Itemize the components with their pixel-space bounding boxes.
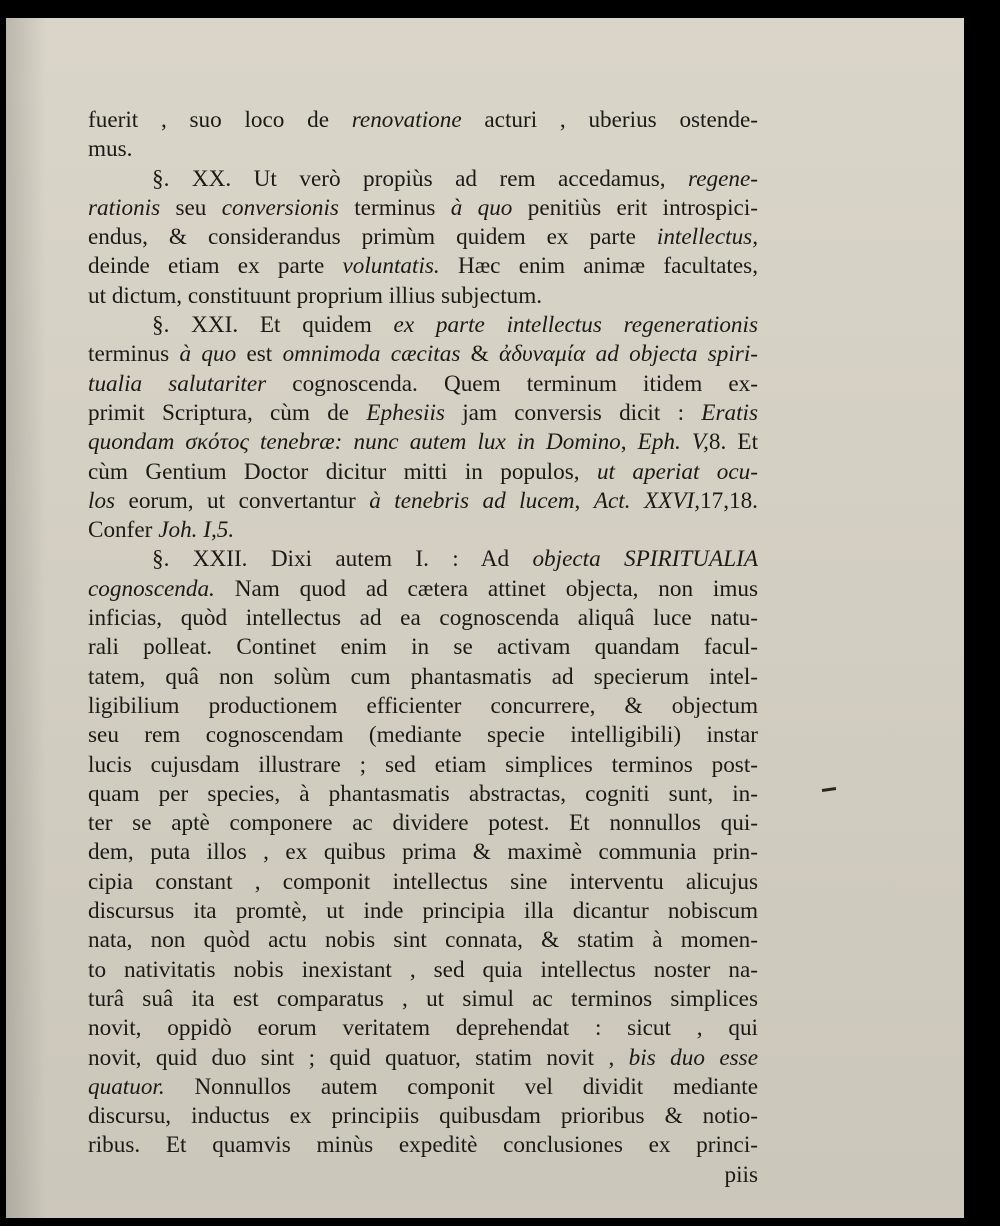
- text-segment: terminus: [338, 194, 451, 221]
- text-line: [88, 194, 758, 223]
- text-segment: cognoscenda. Quem terminum itidem ex-: [266, 370, 758, 397]
- italic-segment: renovatione: [351, 107, 462, 133]
- text-line: [88, 956, 758, 985]
- italic-segment: voluntatis.: [342, 253, 440, 280]
- text-segment: lucis cujusdam illustrare ; sed etiam simplices terminos post-: [88, 751, 758, 778]
- italic-segment: omnimoda cæcitas: [282, 341, 461, 368]
- text-segment: cipia constant , componit intellectus sine interventu alicujus: [88, 868, 758, 895]
- text-segment: inficias, quòd intellectus ad ea cognoscenda aliquâ luce natu-: [88, 605, 758, 632]
- text-segment: ut dictum, constituunt proprium illius subjectum.: [88, 282, 543, 309]
- text-segment: §. XX. Ut verò propiùs ad rem accedamus,: [152, 165, 689, 192]
- italic-segment: cognoscenda.: [88, 575, 215, 602]
- italic-segment: Act. XXVI,: [593, 487, 700, 514]
- italic-segment: intellectus,: [656, 224, 758, 251]
- text-segment: Nonnullos autem componit vel dividit mediante: [164, 1073, 758, 1100]
- text-line: [88, 575, 758, 604]
- text-segment: §. XXI. Et quidem: [152, 312, 394, 339]
- text-segment: mus.: [88, 136, 133, 163]
- text-line: [88, 516, 758, 545]
- text-line: [88, 1131, 758, 1160]
- text-segment: novit, quid duo sint ; quid quatuor, statim novit ,: [88, 1044, 629, 1071]
- text-line: [88, 458, 758, 487]
- italic-segment: quatuor.: [88, 1073, 165, 1100]
- text-segment: turâ suâ ita est comparatus , ut simul ac terminos simplices: [88, 985, 758, 1012]
- text-line: [88, 780, 758, 809]
- italic-segment: Joh. I,5.: [158, 517, 235, 544]
- text-line: [88, 985, 758, 1014]
- italic-segment: Eratis: [701, 399, 758, 426]
- text-segment: terminus: [88, 341, 180, 368]
- text-line: [88, 1014, 758, 1043]
- text-segment: acturi , uberius ostende-: [461, 107, 758, 133]
- italic-segment: Eph. V,: [637, 429, 709, 456]
- text-line: [88, 545, 758, 574]
- text-segment: to nativitatis nobis inexistant , sed quia intellectus noster na-: [88, 956, 758, 983]
- text-line: [88, 311, 758, 340]
- text-line: [88, 721, 758, 750]
- text-segment: discursus ita promtè, ut inde principia illa dicantur nobiscum: [88, 898, 758, 925]
- text-segment: rali polleat. Continet enim in se activam quandam facul-: [88, 634, 758, 661]
- text-line: [88, 223, 758, 252]
- text-segment: jam conversis dicit :: [444, 399, 702, 426]
- italic-segment: à tenebris ad lucem: [369, 487, 575, 514]
- text-segment: novit, oppidò eorum veritatem deprehendat : sicut , qui: [88, 1015, 758, 1042]
- text-segment: ,: [574, 487, 594, 514]
- text-line: [88, 633, 758, 662]
- text-segment: seu rem cognoscendam (mediante specie intelligibili) instar: [88, 722, 758, 749]
- text-segment: endus, & considerandus primùm quidem ex parte: [88, 224, 657, 251]
- text-line: [88, 428, 758, 457]
- text-line: [88, 282, 758, 311]
- text-segment: primit Scriptura, cùm de: [88, 399, 367, 426]
- text-segment: ligibilium productionem efficienter concurrere, & objectum: [88, 692, 758, 719]
- text-segment: ter se aptè componere ac dividere potest. Et nonnullos qui-: [88, 810, 758, 837]
- italic-segment: objecta SPIRITUALIA: [532, 546, 758, 573]
- text-line: [88, 897, 758, 926]
- italic-segment: ex parte intellectus regenerationis: [393, 312, 758, 339]
- italic-segment: Ephesiis: [366, 399, 445, 426]
- text-segment: ribus. Et quamvis minùs expeditè conclusiones ex princi-: [88, 1132, 758, 1159]
- text-line: [88, 868, 758, 897]
- text-segment: Confer: [88, 517, 159, 544]
- italic-segment: conversionis: [221, 194, 339, 221]
- text-segment: cùm Gentium Doctor dicitur mitti in populos,: [88, 458, 597, 485]
- text-line: [88, 165, 758, 194]
- text-line: [88, 399, 758, 428]
- text-line: [88, 692, 758, 721]
- text-line: [88, 663, 758, 692]
- text-segment: nata, non quòd actu nobis sint connata, & statim à momen-: [88, 927, 758, 954]
- text-line: [88, 809, 758, 838]
- text-segment: discursu, inductus ex principiis quibusdam prioribus & notio-: [88, 1103, 758, 1130]
- italic-segment: los: [88, 487, 116, 514]
- text-segment: 8. Et: [708, 429, 759, 456]
- text-segment: fuerit , suo loco de: [88, 107, 352, 133]
- text-segment: tatem, quâ non solùm cum phantasmatis ad specierum intel-: [88, 663, 758, 690]
- text-line: [88, 926, 758, 955]
- italic-segment: à quo: [450, 194, 513, 221]
- text-line: [88, 135, 758, 164]
- text-segment: penitiùs erit introspici-: [512, 194, 758, 221]
- italic-segment: ἀδυναμία ad objecta spiri-: [499, 341, 758, 368]
- text-segment: Nam quod ad cætera attinet objecta, non imus: [214, 575, 758, 602]
- text-segment: &: [460, 341, 500, 368]
- text-line: [88, 487, 758, 516]
- text-segment: 17,18.: [700, 487, 758, 514]
- italic-segment: tualia salutariter: [88, 370, 267, 397]
- italic-segment: bis duo esse: [628, 1044, 758, 1071]
- text-segment: §. XXII. Dixi autem I. : Ad: [152, 546, 533, 573]
- text-segment: dem, puta illos , ex quibus prima & maximè communia prin-: [88, 839, 758, 866]
- text-segment: est: [236, 341, 283, 368]
- italic-segment: regene-: [688, 165, 758, 192]
- catchword: piis: [724, 1161, 758, 1188]
- text-segment: seu: [160, 194, 222, 221]
- text-line: [88, 1102, 758, 1131]
- text-segment: quam per species, à phantasmatis abstractas, cogniti sunt, in-: [88, 780, 758, 807]
- text-line: [88, 1044, 758, 1073]
- italic-segment: ut aperiat ocu-: [596, 458, 758, 485]
- italic-segment: rationis: [88, 194, 161, 221]
- text-line: [88, 106, 758, 135]
- text-line: [88, 252, 758, 281]
- italic-segment: quondam σκότος tenebræ: nunc autem lux in Domino: [88, 429, 621, 456]
- italic-segment: à quo: [179, 341, 237, 368]
- text-line: [88, 370, 758, 399]
- ink-mark: [822, 787, 836, 792]
- text-segment: deinde etiam ex parte: [88, 253, 343, 280]
- page-text: [88, 106, 758, 1190]
- text-line: [88, 604, 758, 633]
- text-line: [88, 751, 758, 780]
- text-line: [88, 340, 758, 369]
- book-page: [6, 18, 964, 1218]
- text-segment: Hæc enim animæ facultates,: [439, 253, 758, 280]
- text-segment: ,: [620, 429, 638, 456]
- text-segment: eorum, ut convertantur: [115, 487, 370, 514]
- text-line: [88, 838, 758, 867]
- text-line: [88, 1073, 758, 1102]
